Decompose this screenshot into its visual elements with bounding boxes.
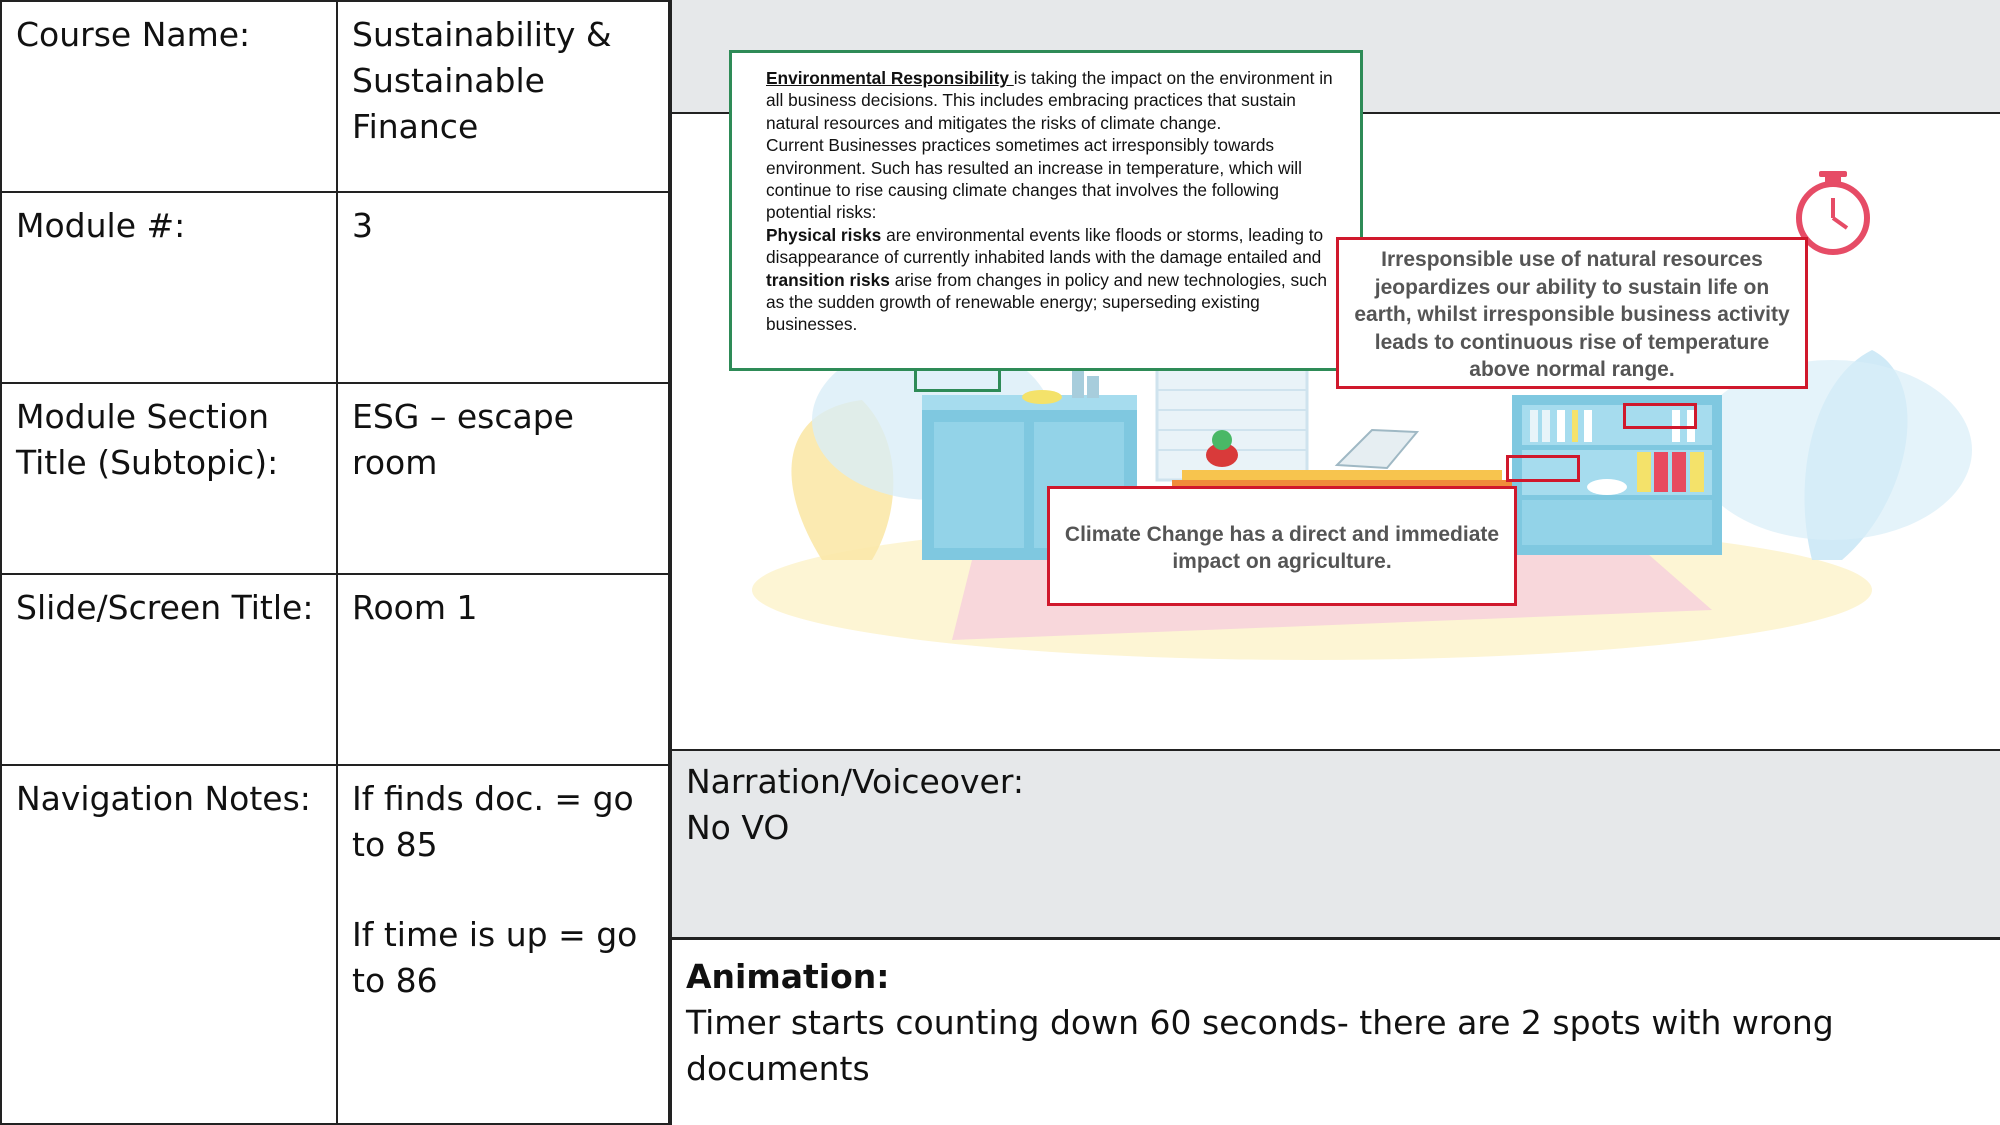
navigation-notes-label: Navigation Notes: [1, 765, 337, 1124]
environmental-responsibility-box [729, 50, 1363, 371]
green-box-paragraph-2: Current Businesses practices sometimes act irresponsibly towards environment. Such has resulted an increase in temperature, which will continue to rise causing climate changes that involves the following potential risks: [766, 135, 1302, 223]
module-number-label: Module #: [1, 192, 337, 383]
green-box-paragraph-1: is taking the impact on the environment in all business decisions. This includes embracing practices that sustain natural resources and mitigates the risks of climate change. [766, 68, 1333, 133]
narration-label: Narration/Voiceover: [686, 762, 1024, 801]
transition-risks-term: transition risks [766, 269, 890, 290]
bookcase-shelf-bottom [1522, 500, 1712, 545]
green-box-paragraph-3b: arise from changes in policy and new technologies, such as the sudden growth of renewable energy; superseding existing businesses. [766, 269, 1327, 335]
hotspot-marker-correct[interactable] [914, 368, 1001, 392]
environmental-responsibility-heading: Environmental Responsibility [766, 68, 1014, 88]
desk-top [1182, 470, 1502, 480]
hotspot-marker-wrong-document[interactable] [1623, 403, 1697, 429]
physical-risks-term: Physical risks [766, 224, 882, 245]
left-cabinet-door [934, 422, 1024, 548]
storyboard-meta-table [0, 0, 670, 1125]
hotspot-marker-wrong-document[interactable] [1506, 455, 1580, 482]
laptop [1337, 430, 1417, 468]
animation-section [672, 940, 2000, 1125]
bowl [1022, 390, 1062, 404]
bookcase-bowl [1587, 479, 1627, 495]
narration-section [672, 751, 2000, 940]
animation-value: Timer starts counting down 60 seconds- there are 2 spots with wrong documents [686, 1003, 1834, 1088]
course-name-label: Course Name: [1, 1, 337, 192]
course-name-value: Sustainability & Sustainable Finance [337, 1, 669, 192]
animation-label: Animation: [686, 957, 890, 996]
climate-change-agriculture-box: Climate Change has a direct and immediate impact on agriculture. [1047, 486, 1517, 606]
narration-value: No VO [686, 808, 790, 847]
vase [1087, 376, 1099, 398]
navigation-note-found-doc: If finds doc. = go to 85 [352, 779, 634, 864]
slide-title-label: Slide/Screen Title: [1, 574, 337, 765]
navigation-notes-value [337, 765, 669, 1124]
vase [1072, 370, 1084, 398]
plant-leaves [1212, 430, 1232, 450]
green-box-paragraph-3a: are environmental events like floods or storms, leading to disappearance of currently inhabited lands with the damage entailed and [766, 224, 1324, 268]
module-number-value: 3 [337, 192, 669, 383]
slide-title-value: Room 1 [337, 574, 669, 765]
slide-preview [672, 0, 2000, 750]
stopwatch-icon [1799, 171, 1867, 252]
section-title-value: ESG – escape room [337, 383, 669, 574]
irresponsible-use-box: Irresponsible use of natural resources jeopardizes our ability to sustain life on earth, whilst irresponsible business activity leads to continuous rise of temperature above normal range. [1336, 237, 1808, 389]
section-title-label: Module Section Title (Subtopic): [1, 383, 337, 574]
navigation-note-time-up: If time is up = go to 86 [352, 915, 638, 1000]
